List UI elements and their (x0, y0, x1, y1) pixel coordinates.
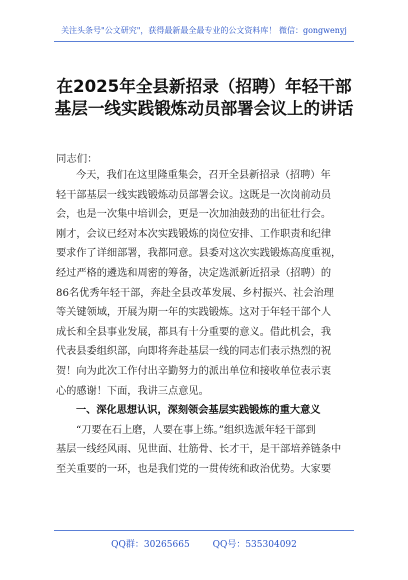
footer-qq-group: QQ群：30265665 (111, 540, 190, 550)
document-title (20, 76, 388, 120)
section-heading-1: 一、深化思想认识，深刻领会基层实践锻炼的重大意义 (76, 405, 321, 417)
paragraph-2 (56, 421, 360, 480)
text-line: 今天，我们在这里隆重集会，召开全县新招录（招聘）年 (76, 170, 331, 181)
text-line: 心的感谢！下面，我讲三点意见。 (56, 385, 209, 397)
salutation: 同志们： (56, 153, 98, 165)
text-line: 贺！向为此次工作付出辛勤努力的派出单位和接收单位表示衷 (56, 365, 332, 377)
body-text (56, 166, 360, 480)
text-line: 要求作了详细部署，我都同意。县委对这次实践锻炼高度重视， (56, 248, 342, 260)
text-line: 经过严格的遴选和周密的筹备，决定选派新近招录（招聘）的 (56, 267, 332, 279)
text-line: 轻干部基层一线实践锻炼动员部署会议。这既是一次岗前动员 (56, 189, 332, 201)
paragraph-1 (56, 166, 360, 401)
text-line: 基层一线经风雨、见世面、壮筋骨、长才干，是干部培养链条中 (56, 444, 342, 456)
text-line: 刚才，会议已经对本次实践锻炼的岗位安排、工作职责和纪律 (56, 228, 332, 240)
text-line: 会，也是一次集中培训会，更是一次加油鼓劲的出征壮行会。 (56, 209, 332, 221)
text-line: 成长和全县事业发展，都具有十分重要的意义。借此机会，我 (56, 326, 332, 338)
text-line: “刀要在石上磨，人要在事上练。”组织选派年轻干部到 (76, 424, 316, 436)
text-line: 86名优秀年轻干部，奔赴全县改革发展、乡村振兴、社会治理 (56, 287, 334, 299)
text-line: 至关重要的一环，也是我们党的一贯传统和政治优势。大家要 (56, 463, 332, 475)
header-note: 关注头条号"公文研究"，获得最新最全最专业的公文资料库！ 微信：gongwenyj (61, 26, 347, 35)
title-line-1: 在2025年全县新招录（招聘）年轻干部 (56, 77, 352, 96)
footer-qq-number: QQ号：535304092 (212, 540, 297, 550)
header-divider (54, 41, 354, 42)
footer (0, 537, 408, 550)
text-line: 等关键领域，开展为期一年的实践锻炼。这对于年轻干部个人 (56, 307, 332, 319)
footer-divider (54, 530, 354, 531)
text-line: 代表县委组织部，向即将奔赴基层一线的同志们表示热烈的祝 (56, 346, 332, 358)
title-line-2: 基层一线实践锻炼动员部署会议上的讲话 (54, 99, 354, 118)
